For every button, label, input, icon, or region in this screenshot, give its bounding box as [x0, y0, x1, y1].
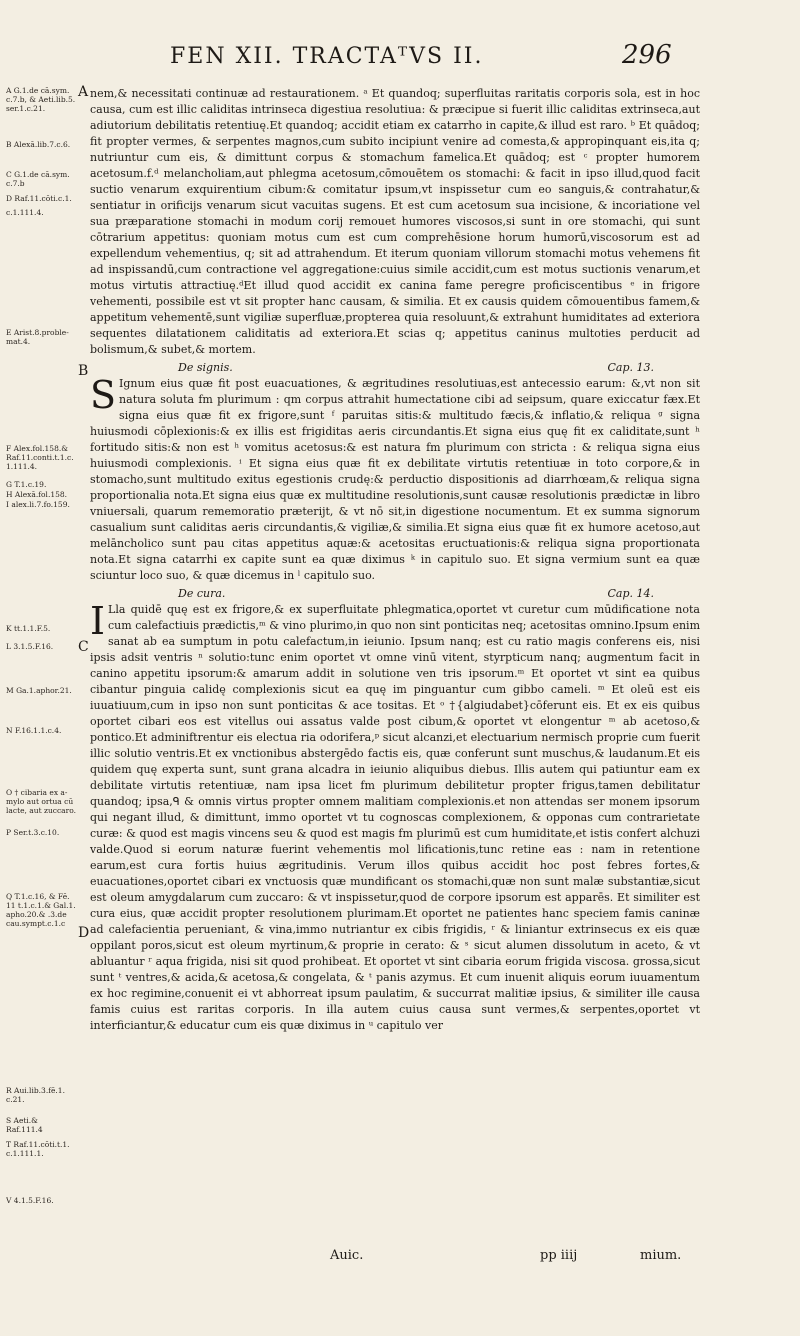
margin-note: Q T.1.c.16, & Fē. 11 t.1.c.1.& Gal.1. apho.20.& .3.de cau.sympt.c.1.c: [6, 892, 76, 928]
margin-note: A G.1.de cā.sym. c.7.b, & Aeti.lib.5. ser.1.c.21.: [6, 86, 76, 113]
margin-note: S Aeti.& Raf.111.4: [6, 1116, 43, 1134]
margin-note: V 4.1.5.F.16.: [6, 1196, 54, 1205]
catchword-left: Auic.: [330, 1248, 364, 1263]
margin-note: G T.1.c.19.: [6, 480, 47, 489]
margin-note: T Raf.11.cōti.t.1. c.1.111.1.: [6, 1140, 70, 1158]
margin-note: B Alexā.lib.7.c.6.: [6, 140, 71, 149]
margin-note: N F.16.1.1.c.4.: [6, 726, 62, 735]
chapter-number: Cap. 14.: [607, 587, 654, 600]
drop-capital: I: [90, 599, 106, 643]
margin-note: E Arist.8.proble- mat.4.: [6, 328, 69, 346]
drop-capital: S: [90, 373, 117, 417]
paragraph-cure: [90, 599, 700, 1034]
margin-note: O † cibaria ex a- mylo aut ortua cū lacte, aut zuccaro.: [6, 788, 76, 815]
margin-note: F Alex.fol.158.& Raf.11.conti.t.1.c. 1.111.4.: [6, 444, 74, 471]
paragraph-signs: [90, 373, 700, 584]
margin-note: H Alexā.fol.158.: [6, 490, 68, 499]
margin-note: R Aui.lib.3.fē.1. c.21.: [6, 1086, 65, 1104]
margin-note: M Ga.1.aphor.21.: [6, 686, 72, 695]
chapter-heading-signs: [90, 360, 700, 376]
margin-note: I alex.li.7.fo.159.: [6, 500, 70, 509]
section-letter-a: A: [78, 84, 89, 100]
catchword-right: mium.: [640, 1248, 682, 1263]
margin-note: L 3.1.5.F.16.: [6, 642, 54, 651]
section-letter-b: B: [78, 363, 89, 379]
folio-number: 296: [622, 40, 672, 70]
catchwords: [0, 1248, 800, 1272]
margin-note: C G.1.de cā.sym. c.7.b: [6, 170, 70, 188]
paragraph-signs-text: Ignum eius quæ fit post euacuationes, & ægritudines resolutiuas,est antecessio earum: &,vt non sit natura soluta fm plurimum : qm corpus attrahit humectatione cibi ad seipsum, quare exiccatur fæx.Et signa eius quæ fit ex frigore,sunt ᶠ paruitas sitis:& multitudo fæcis,& inflatio,& reliqua ᵍ signa huiusmodi cōplexionis:& ex illis est frigiditas aeris circundantis.Et signa eius quę fit ex caliditate,sunt ʰ fortitudo sitis:& non est ʰ vomitus acetosus:& est natura fm plurimum con stricta : & reliqua signa eius huiusmodi complexionis. ⁱ Et signa eius quæ fit ex debilitate virtutis retentiuæ in toto corpore,& in stomacho,sunt multitudo exitus egestionis crudę:& perductio dispositionis ad diarrhœam,& reliqua signa proportionalia nota.Et signa eius quæ ex multitudine resolutionis,sunt causæ resolutionis prædictæ in libro vniuersali, quarum rememoratio præterijt, & vt nō sit,in digestione nocumentum. Et ex summa signorum casualium sunt caliditas aeris circundantis,& vigiliæ,& similia.Et signa eius quæ fit ex humore acetoso,aut melāncholico sunt pau citas appetitus aquæ:& acetositas eructuationis:& reliqua signa proportionata nota.Et signa catarrhi ex capite sunt ea quæ diximus ᵏ in capitulo suo. Et signa vermium sunt ea quæ sciuntur loco suo, & quæ dicemus in ˡ capitulo suo.: [90, 377, 700, 582]
chapter-heading-cure: [90, 586, 700, 602]
running-head: FEN XII. TRACTAᵀVS II.: [170, 44, 484, 69]
margin-note: c.1.111.4.: [6, 208, 44, 217]
paragraph-intro: nem,& necessitati continuæ ad restaurationem. ᵃ Et quandoq; superfluitas raritatis corporis sola, est in hoc causa, cum est illic caliditas intrinseca digestiua resolutiua: & præcipue si fuerit illic caliditas extrinseca,aut adiutorium debilitatis retentiuę.Et quandoq; accidit etiam ex catarrho in capite,& illud est raro. ᵇ Et quādoq; fit propter vermes, & serpentes magnos,cum subito incipiunt venire ad comesta,& appropinquant eis,ita q; nutriuntur cum eis, & dimittunt corpus & stomachum famelica.Et quādoq; est ᶜ propter humorem acetosum.f.ᵈ melancholiam,aut phlegma acetosum,cōmouētem os stomachi: & facit in ipso illud,quod facit suctio venarum exquirentium cibum:& comitatur ipsum,vt inspissetur cum eo sanguis,& contrahatur,& sentiatur in orificijs venarum sicut vacuitas sugens. Et est cum acetosum sua incisione, & incoriatione vel sua præparatione stomachi in modum corij remouet humores viscosos,si sunt in ore stomachi, qui sunt cōtrarium appetitus: quoniam motus cum est cum comprehēsione horum humorū,viscosorum est ad expellendum vehementius, q; sit ad attrahendum. Et iterum quoniam villorum stomachi motus vehemens fit ad inspissandū,cum contractione vel aggregatione:cuius simile accidit,cum est motus suctionis venarum,et motus virtutis attractiuę.ᵈEt illud quod accidit ex canina fame peregre proficiscentibus ᵉ in frigore vehementi, possibile est vt sit propter hanc causam, & similia. Et ex causis quidem cōmouentibus famem,& appetitum vehementē,sunt vigiliæ superfluæ,propterea quia resoluunt,& extrahunt humiditates ad exteriora sequentes dilatationem caliditatis ad exteriora.Et scias q; appetitus caninus multoties perducit ad bolismum,& subet,& mortem.: [90, 87, 700, 356]
margin-note: K tt.1.1.F.5.: [6, 624, 51, 633]
section-letter-c: C: [78, 639, 89, 655]
main-text: [90, 86, 700, 1034]
margin-notes: [6, 86, 76, 1246]
chapter-title: De cura.: [178, 587, 226, 600]
section-letter-d: D: [78, 925, 90, 941]
chapter-title: De signis.: [178, 361, 233, 374]
paragraph-cure-text: Lla quidē quę est ex frigore,& ex superfluitate phlegmatica,oportet vt curetur cum mūdificatione nota cum calefactiuis prædictis,ᵐ & vino plurimo,in quo non sint ponticitas neq; acetositas omnino.Ipsum enim sanat ab ea sumptum in potu calefactum,in ieiunio. Ipsum nanq; est cu ratio magis conferens eis, nisi ipsis adsit ventris ⁿ solutio:tunc enim oportet vt omne vinū vitent, styrpticum nanq; augmentum facit in canino appetitu ipsorum:& amarum addit in solutione ven tris ipsorum.ᵐ Et oportet vt sint ea quibus cibantur pinguia calidę complexionis sicut ea quę im pinguantur cum gibbo cameli. ᵐ Et oleū est eis iuuatiuum,cum in ipso non sunt ponticitas & ace tositas. Et ᵒ †{algiudabet}cōferunt eis. Et ex eis quibus oportet cibari eos est vitellus oui assatus valde post cibum,& oportet vt elongentur ᵐ ab acetoso,& pontico.Et adminiftrentur eis electua ria odorifera,ᵖ sicut alcanzi,et electuarium nermisch proprie cum fuerit illic solutio ventris.Et ex vnctionibus abstergēdo factis eis, quæ conferunt sunt muschus,& laudanum.Et eis quidem quę experta sunt, sunt grana alcadra in ieiunio aliquibus diebus. Illis autem qui patiuntur eam ex debilitate virtutis retentiuæ, nam ipsa licet fm plurimum debilitetur propter frigus,tamen debilitatur quandoq; ipsa,ᑫ & omnis virtus propter omnem malitiam complexionis.et non attendas ser monem ipsorum qui negant illud, & dimittunt, immo oportet vt tu cognoscas complexionem, & opponas cum contrarietate curæ: & quod est magis vincens seu & quod est magis fm plurimū est cum humiditate,et istis confert alchuzi valde.Quod si eorum naturæ fuerint vehementis mol lificationis,tunc retine eas : nam in retentione earum,est cura fortis huius ægritudinis. Verum illos quibus accidit hoc post febres fortes,& euacuationes,oportet cibari ex vnctuosis quæ mundificant os stomachi,quæ non sunt malæ substantiæ,sicut est oleum amygdalarum cum zuccaro: & vt inspissetur,quod de corpore ipsorum est apparēs. Et similiter est cura eius, quæ accidit propter resolutionem plurimam.Et oportet ne patientes hanc speciem famis caninæ ad calefacientia perueniant, & vina,immo nutriantur ex cibis frigidis, ʳ & liniantur extrinsecus ex eis quæ oppilant poros,sicut est oleum myrtinum,& proprie in cerato: & ˢ sicut alumen dissolutum in aceto, & vt abluantur ʳ aqua frigida, nisi sit quod prohibeat. Et oportet vt sint cibaria eorum frigida viscosa. grossa,sicut sunt ᵗ ventres,& acida,& acetosa,& congelata, & ᵗ panis azymus. Et cum inuenit aliquis eorum iuuamentum ex hoc regimine,conuenit ei vt abhorreat ipsum paulatim, & succurrat malitiæ ipsius, & similiter ille causa famis cuius est raritas corporis. In illa autem cuius causa sunt vermes,& serpentes,oportet vt interficiantur,& educatur cum eis quæ diximus in ᵘ capitulo ver: [90, 603, 700, 1032]
page-header: [0, 40, 800, 80]
chapter-number: Cap. 13.: [607, 361, 654, 374]
margin-note: P Ser.t.3.c.10.: [6, 828, 60, 837]
signature-mark: pp iiij: [540, 1248, 578, 1263]
margin-note: D Raf.11.cōti.c.1.: [6, 194, 72, 203]
